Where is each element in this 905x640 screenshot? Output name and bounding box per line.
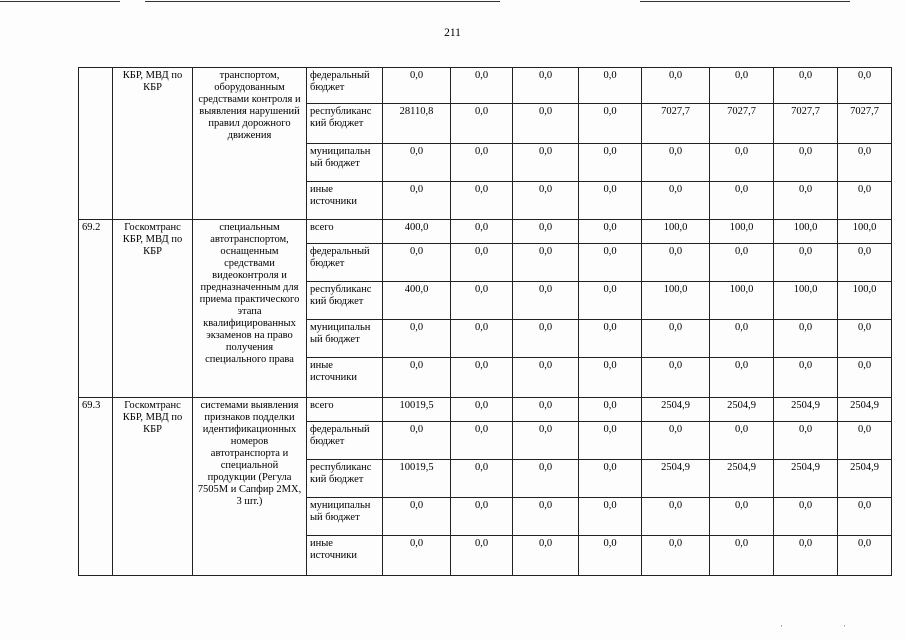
value-cell: 0,0: [774, 144, 838, 182]
value-cell: 0,0: [579, 536, 642, 576]
value-cell: 100,0: [642, 220, 710, 244]
value-cell: 0,0: [383, 498, 451, 536]
value-cell: 0,0: [451, 68, 513, 104]
value-cell: 2504,9: [838, 398, 892, 422]
value-cell: 0,0: [513, 358, 579, 398]
value-cell: 2504,9: [710, 460, 774, 498]
value-cell: 2504,9: [710, 398, 774, 422]
value-cell: 0,0: [642, 320, 710, 358]
value-cell: 0,0: [838, 144, 892, 182]
value-cell: 0,0: [710, 422, 774, 460]
value-cell: 0,0: [579, 358, 642, 398]
value-cell: 0,0: [579, 104, 642, 144]
value-cell: 0,0: [513, 68, 579, 104]
item-number: 69.3: [79, 398, 113, 576]
value-cell: 0,0: [710, 182, 774, 220]
value-cell: 0,0: [451, 460, 513, 498]
value-cell: 0,0: [642, 358, 710, 398]
value-cell: 0,0: [774, 320, 838, 358]
value-cell: 0,0: [513, 460, 579, 498]
value-cell: 0,0: [383, 244, 451, 282]
executor-cell: КБР, МВД по КБР: [113, 68, 193, 220]
value-cell: 0,0: [774, 244, 838, 282]
value-cell: 0,0: [513, 182, 579, 220]
value-cell: 0,0: [579, 220, 642, 244]
value-cell: 0,0: [838, 182, 892, 220]
value-cell: 0,0: [451, 220, 513, 244]
value-cell: 0,0: [838, 358, 892, 398]
funding-source-cell: иные источники: [307, 182, 383, 220]
value-cell: 100,0: [774, 282, 838, 320]
top-rule-right: [640, 1, 850, 2]
funding-source-cell: иные источники: [307, 536, 383, 576]
table-row: [79, 68, 892, 104]
value-cell: 2504,9: [774, 460, 838, 498]
value-cell: 0,0: [579, 320, 642, 358]
value-cell: 2504,9: [642, 398, 710, 422]
value-cell: 10019,5: [383, 398, 451, 422]
value-cell: 2504,9: [774, 398, 838, 422]
value-cell: 0,0: [451, 144, 513, 182]
value-cell: 0,0: [642, 422, 710, 460]
value-cell: 0,0: [838, 320, 892, 358]
value-cell: 0,0: [451, 398, 513, 422]
funding-source-cell: федеральный бюджет: [307, 68, 383, 104]
value-cell: 100,0: [710, 282, 774, 320]
value-cell: 0,0: [838, 244, 892, 282]
value-cell: 28110,8: [383, 104, 451, 144]
value-cell: 10019,5: [383, 460, 451, 498]
value-cell: 0,0: [642, 144, 710, 182]
value-cell: 0,0: [383, 182, 451, 220]
value-cell: 100,0: [710, 220, 774, 244]
value-cell: 0,0: [451, 422, 513, 460]
value-cell: 0,0: [774, 182, 838, 220]
funding-source-cell: федеральный бюджет: [307, 422, 383, 460]
value-cell: 0,0: [579, 460, 642, 498]
budget-table: [78, 67, 892, 576]
value-cell: 0,0: [513, 144, 579, 182]
value-cell: 7027,7: [838, 104, 892, 144]
table-row: [79, 220, 892, 244]
value-cell: 0,0: [710, 498, 774, 536]
value-cell: 400,0: [383, 220, 451, 244]
value-cell: 0,0: [383, 68, 451, 104]
value-cell: 100,0: [774, 220, 838, 244]
value-cell: 0,0: [451, 182, 513, 220]
value-cell: 0,0: [513, 398, 579, 422]
value-cell: 0,0: [642, 498, 710, 536]
value-cell: 0,0: [383, 358, 451, 398]
value-cell: 100,0: [838, 220, 892, 244]
table-row: [79, 398, 892, 422]
value-cell: 0,0: [451, 536, 513, 576]
value-cell: 0,0: [579, 68, 642, 104]
funding-source-cell: муниципальн ый бюджет: [307, 498, 383, 536]
value-cell: 0,0: [513, 282, 579, 320]
value-cell: 0,0: [579, 144, 642, 182]
value-cell: 0,0: [642, 182, 710, 220]
value-cell: 0,0: [513, 104, 579, 144]
value-cell: 0,0: [579, 398, 642, 422]
executor-cell: Госкомтранс КБР, МВД по КБР: [113, 220, 193, 398]
funding-source-cell: муниципальн ый бюджет: [307, 320, 383, 358]
funding-source-cell: всего: [307, 220, 383, 244]
funding-source-cell: республиканс кий бюджет: [307, 282, 383, 320]
value-cell: 0,0: [774, 536, 838, 576]
value-cell: 0,0: [451, 320, 513, 358]
executor-cell: Госкомтранс КБР, МВД по КБР: [113, 398, 193, 576]
description-cell: транспортом, оборудованным средствами контроля и выявления нарушений правил дорожного движения: [193, 68, 307, 220]
funding-source-cell: всего: [307, 398, 383, 422]
value-cell: 100,0: [642, 282, 710, 320]
top-rule-mid: [145, 1, 500, 2]
funding-source-cell: республиканс кий бюджет: [307, 460, 383, 498]
item-number: 69.2: [79, 220, 113, 398]
value-cell: 0,0: [383, 422, 451, 460]
value-cell: 0,0: [710, 358, 774, 398]
value-cell: 7027,7: [710, 104, 774, 144]
value-cell: 0,0: [513, 536, 579, 576]
value-cell: 0,0: [451, 104, 513, 144]
value-cell: 0,0: [513, 422, 579, 460]
value-cell: 0,0: [774, 422, 838, 460]
funding-source-cell: федеральный бюджет: [307, 244, 383, 282]
value-cell: 0,0: [710, 68, 774, 104]
value-cell: 100,0: [838, 282, 892, 320]
value-cell: 0,0: [383, 144, 451, 182]
scan-marks: ' ': [780, 624, 875, 632]
value-cell: 0,0: [838, 422, 892, 460]
value-cell: 0,0: [838, 68, 892, 104]
value-cell: 0,0: [579, 244, 642, 282]
value-cell: 2504,9: [838, 460, 892, 498]
value-cell: 0,0: [451, 498, 513, 536]
top-rule-left: [0, 1, 120, 2]
value-cell: 0,0: [579, 282, 642, 320]
value-cell: 0,0: [513, 220, 579, 244]
value-cell: 0,0: [451, 358, 513, 398]
value-cell: 0,0: [710, 536, 774, 576]
value-cell: 0,0: [451, 282, 513, 320]
value-cell: 0,0: [513, 320, 579, 358]
value-cell: 0,0: [579, 422, 642, 460]
value-cell: 0,0: [383, 536, 451, 576]
value-cell: 0,0: [710, 244, 774, 282]
item-number: [79, 68, 113, 220]
value-cell: 7027,7: [774, 104, 838, 144]
value-cell: 0,0: [774, 498, 838, 536]
value-cell: 0,0: [383, 320, 451, 358]
value-cell: 0,0: [710, 144, 774, 182]
value-cell: 400,0: [383, 282, 451, 320]
value-cell: 0,0: [513, 498, 579, 536]
value-cell: 0,0: [710, 320, 774, 358]
description-cell: специальным автотранспортом, оснащенным средствами видеоконтроля и предназначенным для приема практического этапа квалифицированных экзаменов на право получения специального права: [193, 220, 307, 398]
value-cell: 0,0: [579, 182, 642, 220]
value-cell: 2504,9: [642, 460, 710, 498]
funding-source-cell: республиканс кий бюджет: [307, 104, 383, 144]
value-cell: 0,0: [451, 244, 513, 282]
value-cell: 0,0: [774, 358, 838, 398]
value-cell: 0,0: [838, 536, 892, 576]
description-cell: системами выявления признаков подделки идентификационных номеров автотранспорта и специальной продукции (Регула 7505М и Сапфир 2МХ, 3 шт.): [193, 398, 307, 576]
value-cell: 7027,7: [642, 104, 710, 144]
value-cell: 0,0: [838, 498, 892, 536]
funding-source-cell: муниципальн ый бюджет: [307, 144, 383, 182]
value-cell: 0,0: [513, 244, 579, 282]
value-cell: 0,0: [774, 68, 838, 104]
funding-source-cell: иные источники: [307, 358, 383, 398]
page-number: 211: [444, 27, 461, 39]
value-cell: 0,0: [642, 536, 710, 576]
value-cell: 0,0: [642, 244, 710, 282]
value-cell: 0,0: [579, 498, 642, 536]
value-cell: 0,0: [642, 68, 710, 104]
